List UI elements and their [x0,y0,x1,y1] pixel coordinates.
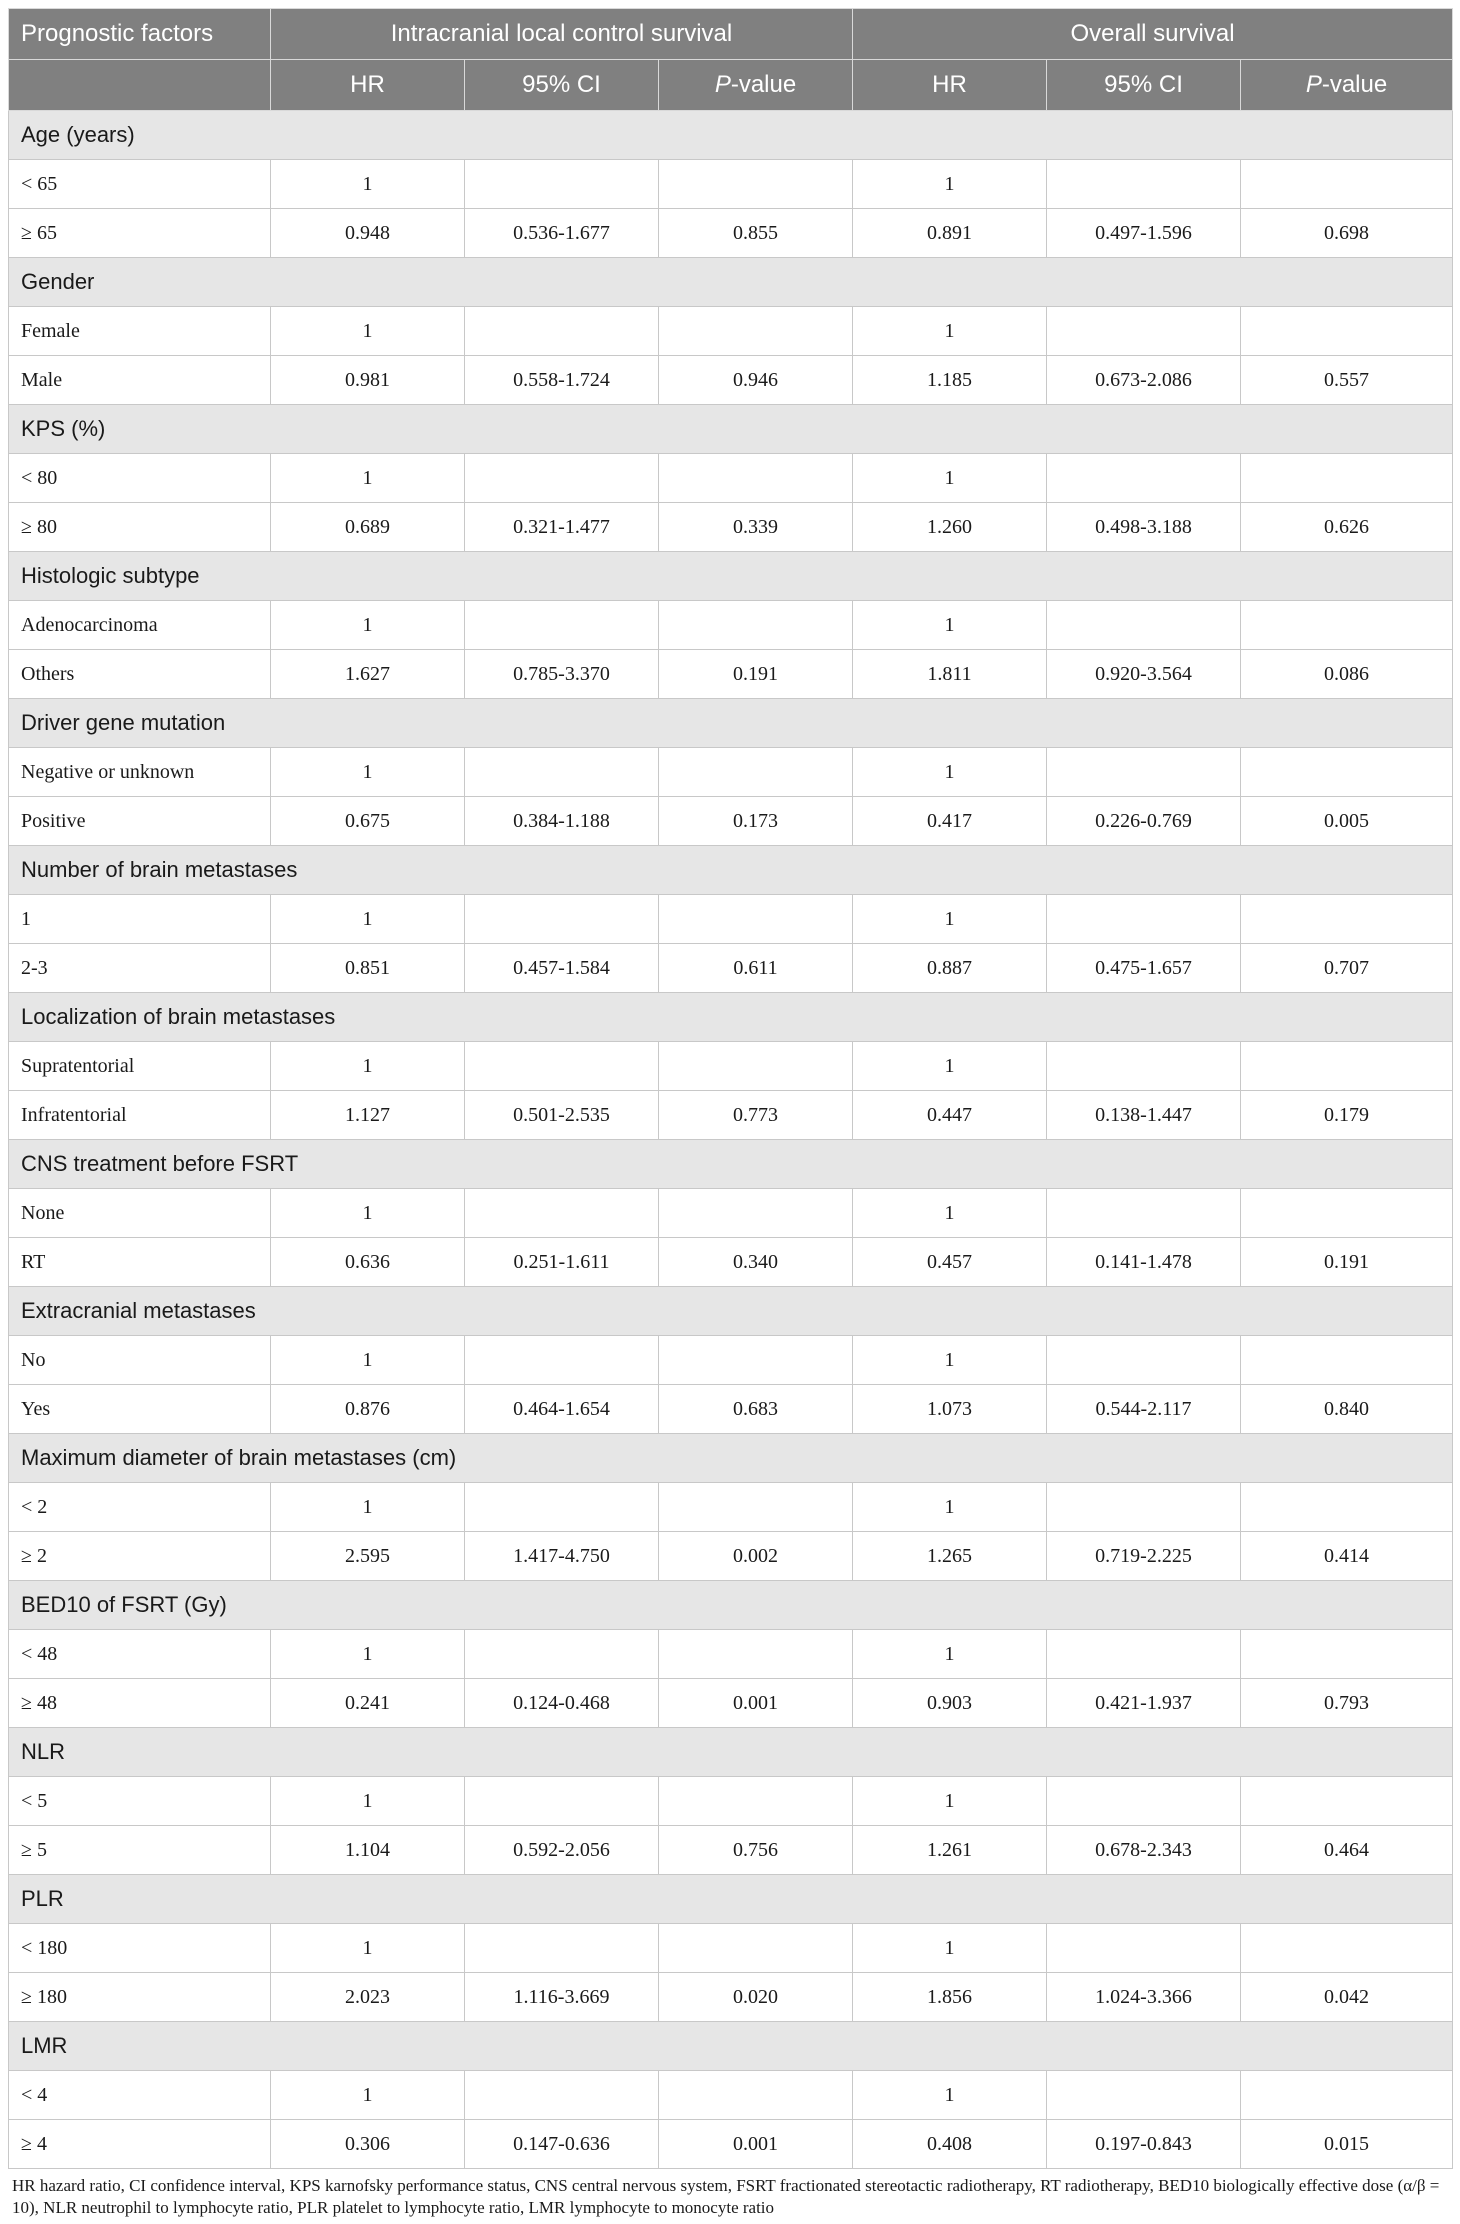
ci-overall-survival: 0.719-2.225 [1047,1532,1241,1581]
p-value-local-control [659,601,853,650]
section-title: Driver gene mutation [9,699,1453,748]
hr-local-control: 1 [271,1336,465,1385]
row-label: No [9,1336,271,1385]
ci-overall-survival: 1.024-3.366 [1047,1973,1241,2022]
section-header-row [9,1434,1453,1483]
ci-local-control [465,1924,659,1973]
row-label: Adenocarcinoma [9,601,271,650]
ci-local-control: 0.147-0.636 [465,2120,659,2169]
p-value-overall-survival [1241,1189,1453,1238]
ci-overall-survival [1047,1777,1241,1826]
ci-overall-survival [1047,748,1241,797]
p-value-overall-survival: 0.005 [1241,797,1453,846]
header-ci-1: 95% CI [465,60,659,111]
p-value-local-control [659,1336,853,1385]
header-p-rest: -value [1321,71,1388,98]
hr-overall-survival: 1 [853,1336,1047,1385]
header-p-rest: -value [730,71,797,98]
hr-local-control: 0.948 [271,209,465,258]
section-header-row [9,552,1453,601]
p-value-overall-survival: 0.015 [1241,2120,1453,2169]
header-overall-survival: Overall survival [853,9,1453,60]
table-row [9,1189,1453,1238]
row-label: None [9,1189,271,1238]
p-value-overall-survival: 0.191 [1241,1238,1453,1287]
hr-overall-survival: 1.856 [853,1973,1047,2022]
hr-local-control: 2.595 [271,1532,465,1581]
p-value-overall-survival: 0.557 [1241,356,1453,405]
header-hr-2: HR [853,60,1047,111]
hr-overall-survival: 1 [853,1189,1047,1238]
p-value-overall-survival [1241,2071,1453,2120]
ci-overall-survival [1047,895,1241,944]
section-header-row [9,111,1453,160]
section-header-row [9,405,1453,454]
ci-local-control: 0.592-2.056 [465,1826,659,1875]
hr-local-control: 1 [271,454,465,503]
table-row [9,1777,1453,1826]
p-value-overall-survival [1241,1336,1453,1385]
ci-local-control [465,1336,659,1385]
p-value-local-control: 0.002 [659,1532,853,1581]
p-value-local-control: 0.683 [659,1385,853,1434]
row-label: < 48 [9,1630,271,1679]
hr-overall-survival: 1 [853,895,1047,944]
row-label: < 180 [9,1924,271,1973]
header-row-2 [9,60,1453,111]
ci-overall-survival [1047,160,1241,209]
hr-overall-survival: 0.903 [853,1679,1047,1728]
p-value-overall-survival: 0.698 [1241,209,1453,258]
ci-local-control [465,895,659,944]
section-title: Number of brain metastases [9,846,1453,895]
ci-overall-survival: 0.141-1.478 [1047,1238,1241,1287]
row-label: Others [9,650,271,699]
p-value-local-control [659,1924,853,1973]
table-row [9,160,1453,209]
header-empty [9,60,271,111]
table-row [9,748,1453,797]
ci-overall-survival [1047,601,1241,650]
p-value-local-control: 0.020 [659,1973,853,2022]
hr-local-control: 1 [271,1924,465,1973]
ci-local-control [465,1777,659,1826]
table-row [9,1385,1453,1434]
hr-overall-survival: 1 [853,2071,1047,2120]
hr-overall-survival: 0.417 [853,797,1047,846]
table-row [9,1973,1453,2022]
ci-local-control: 0.464-1.654 [465,1385,659,1434]
table-row [9,1826,1453,1875]
ci-overall-survival: 0.421-1.937 [1047,1679,1241,1728]
table-row [9,209,1453,258]
ci-local-control [465,2071,659,2120]
ci-local-control [465,454,659,503]
ci-local-control: 0.384-1.188 [465,797,659,846]
ci-local-control: 1.417-4.750 [465,1532,659,1581]
table-row [9,1238,1453,1287]
p-value-overall-survival: 0.793 [1241,1679,1453,1728]
ci-overall-survival: 0.197-0.843 [1047,2120,1241,2169]
row-label: Negative or unknown [9,748,271,797]
p-value-overall-survival: 0.464 [1241,1826,1453,1875]
table-row [9,1532,1453,1581]
table-row [9,797,1453,846]
ci-local-control [465,748,659,797]
section-title: Extracranial metastases [9,1287,1453,1336]
row-label: ≥ 80 [9,503,271,552]
section-header-row [9,1581,1453,1630]
p-value-local-control [659,1777,853,1826]
ci-local-control: 0.785-3.370 [465,650,659,699]
hr-overall-survival: 1 [853,307,1047,356]
p-value-overall-survival: 0.086 [1241,650,1453,699]
table-row [9,1091,1453,1140]
p-value-local-control [659,2071,853,2120]
table-row [9,1924,1453,1973]
hr-local-control: 1 [271,1042,465,1091]
section-header-row [9,699,1453,748]
ci-local-control [465,601,659,650]
hr-local-control: 1 [271,895,465,944]
ci-overall-survival [1047,2071,1241,2120]
table-row [9,1483,1453,1532]
hr-local-control: 1.104 [271,1826,465,1875]
ci-overall-survival [1047,1924,1241,1973]
hr-local-control: 1 [271,1483,465,1532]
p-value-overall-survival [1241,1483,1453,1532]
hr-local-control: 0.675 [271,797,465,846]
p-value-overall-survival [1241,307,1453,356]
hr-local-control: 0.636 [271,1238,465,1287]
p-value-overall-survival [1241,454,1453,503]
ci-overall-survival: 0.138-1.447 [1047,1091,1241,1140]
hr-local-control: 0.689 [271,503,465,552]
ci-local-control: 0.501-2.535 [465,1091,659,1140]
hr-overall-survival: 1.811 [853,650,1047,699]
table-row [9,2120,1453,2169]
p-value-local-control [659,1189,853,1238]
p-value-local-control [659,1630,853,1679]
hr-local-control: 0.876 [271,1385,465,1434]
hr-overall-survival: 1 [853,1924,1047,1973]
p-value-overall-survival [1241,748,1453,797]
ci-local-control [465,1189,659,1238]
row-label: ≥ 180 [9,1973,271,2022]
hr-local-control: 1 [271,601,465,650]
p-value-overall-survival [1241,1630,1453,1679]
p-value-local-control: 0.946 [659,356,853,405]
p-value-overall-survival [1241,1042,1453,1091]
ci-local-control: 0.124-0.468 [465,1679,659,1728]
p-value-local-control [659,307,853,356]
ci-overall-survival [1047,1630,1241,1679]
section-title: BED10 of FSRT (Gy) [9,1581,1453,1630]
header-p-italic: P [714,71,731,98]
p-value-local-control [659,454,853,503]
hr-local-control: 0.981 [271,356,465,405]
p-value-overall-survival [1241,601,1453,650]
ci-local-control: 0.558-1.724 [465,356,659,405]
row-label: < 65 [9,160,271,209]
table-row [9,356,1453,405]
p-value-overall-survival: 0.707 [1241,944,1453,993]
section-title: CNS treatment before FSRT [9,1140,1453,1189]
hr-local-control: 1 [271,1630,465,1679]
table-row [9,1336,1453,1385]
table-row [9,1042,1453,1091]
p-value-overall-survival [1241,160,1453,209]
p-value-overall-survival: 0.414 [1241,1532,1453,1581]
row-label: Positive [9,797,271,846]
hr-overall-survival: 1 [853,160,1047,209]
hr-local-control: 1 [271,307,465,356]
p-value-local-control [659,748,853,797]
ci-local-control: 0.251-1.611 [465,1238,659,1287]
p-value-overall-survival [1241,895,1453,944]
header-p-2 [1241,60,1453,111]
row-label: < 5 [9,1777,271,1826]
table-row [9,895,1453,944]
section-title: Age (years) [9,111,1453,160]
ci-overall-survival [1047,307,1241,356]
section-header-row [9,993,1453,1042]
section-title: LMR [9,2022,1453,2071]
hr-local-control: 1 [271,160,465,209]
header-p-italic: P [1305,71,1322,98]
p-value-local-control [659,1042,853,1091]
table-row [9,307,1453,356]
row-label: ≥ 65 [9,209,271,258]
table-body [9,111,1453,2169]
hr-local-control: 1 [271,1189,465,1238]
p-value-local-control: 0.340 [659,1238,853,1287]
hr-local-control: 1.127 [271,1091,465,1140]
ci-overall-survival [1047,1483,1241,1532]
p-value-overall-survival: 0.179 [1241,1091,1453,1140]
row-label: < 80 [9,454,271,503]
hr-overall-survival: 1.185 [853,356,1047,405]
section-title: PLR [9,1875,1453,1924]
hr-overall-survival: 0.457 [853,1238,1047,1287]
section-header-row [9,846,1453,895]
table-container [8,8,1452,2219]
table-footnote: HR hazard ratio, CI confidence interval, KPS karnofsky performance status, CNS central nervous system, FSRT fractionated stereotactic radiotherapy, RT radiotherapy, BED10 biologically effective dose (α/β = 10), NLR neutrophil to lymphocyte ratio, PLR platelet to lymphocyte ratio, LMR lymphocyte to monocyte ratio [12,2176,1440,2217]
row-label: < 4 [9,2071,271,2120]
p-value-overall-survival [1241,1777,1453,1826]
section-title: KPS (%) [9,405,1453,454]
ci-overall-survival: 0.498-3.188 [1047,503,1241,552]
p-value-local-control: 0.173 [659,797,853,846]
hr-local-control: 1 [271,2071,465,2120]
hr-local-control: 1.627 [271,650,465,699]
p-value-local-control: 0.756 [659,1826,853,1875]
hr-overall-survival: 0.891 [853,209,1047,258]
hr-local-control: 1 [271,748,465,797]
table-row [9,503,1453,552]
hr-overall-survival: 1 [853,748,1047,797]
header-p-1 [659,60,853,111]
hr-overall-survival: 0.887 [853,944,1047,993]
row-label: 2-3 [9,944,271,993]
ci-overall-survival: 0.475-1.657 [1047,944,1241,993]
section-title: Maximum diameter of brain metastases (cm) [9,1434,1453,1483]
hr-local-control: 0.306 [271,2120,465,2169]
table-row [9,454,1453,503]
ci-local-control [465,160,659,209]
hr-overall-survival: 1 [853,1483,1047,1532]
ci-overall-survival: 0.920-3.564 [1047,650,1241,699]
header-prognostic-factors: Prognostic factors [9,9,271,60]
p-value-overall-survival: 0.840 [1241,1385,1453,1434]
ci-overall-survival [1047,1336,1241,1385]
hr-overall-survival: 1 [853,1630,1047,1679]
hr-overall-survival: 1.261 [853,1826,1047,1875]
ci-overall-survival: 0.544-2.117 [1047,1385,1241,1434]
p-value-local-control: 0.339 [659,503,853,552]
p-value-local-control [659,160,853,209]
row-label: Yes [9,1385,271,1434]
hr-local-control: 2.023 [271,1973,465,2022]
header-ci-2: 95% CI [1047,60,1241,111]
row-label: Female [9,307,271,356]
row-label: Supratentorial [9,1042,271,1091]
section-title: Gender [9,258,1453,307]
p-value-local-control [659,1483,853,1532]
hr-overall-survival: 1 [853,601,1047,650]
table-row [9,650,1453,699]
row-label: Male [9,356,271,405]
hr-local-control: 0.241 [271,1679,465,1728]
section-title: Histologic subtype [9,552,1453,601]
header-row-1 [9,9,1453,60]
row-label: ≥ 4 [9,2120,271,2169]
ci-local-control [465,307,659,356]
ci-local-control: 0.536-1.677 [465,209,659,258]
section-header-row [9,2022,1453,2071]
ci-overall-survival [1047,454,1241,503]
ci-overall-survival: 0.497-1.596 [1047,209,1241,258]
section-header-row [9,1140,1453,1189]
row-label: < 2 [9,1483,271,1532]
p-value-overall-survival [1241,1924,1453,1973]
hr-overall-survival: 1.265 [853,1532,1047,1581]
ci-overall-survival: 0.678-2.343 [1047,1826,1241,1875]
table-row [9,1679,1453,1728]
prognostic-factors-table [8,8,1453,2169]
table-row [9,944,1453,993]
ci-local-control: 1.116-3.669 [465,1973,659,2022]
ci-local-control: 0.321-1.477 [465,503,659,552]
hr-overall-survival: 1.260 [853,503,1047,552]
section-header-row [9,1875,1453,1924]
ci-overall-survival: 0.673-2.086 [1047,356,1241,405]
p-value-local-control: 0.611 [659,944,853,993]
p-value-overall-survival: 0.626 [1241,503,1453,552]
ci-local-control [465,1042,659,1091]
ci-local-control: 0.457-1.584 [465,944,659,993]
section-header-row [9,1287,1453,1336]
ci-local-control [465,1630,659,1679]
hr-local-control: 0.851 [271,944,465,993]
table-row [9,1630,1453,1679]
section-title: Localization of brain metastases [9,993,1453,1042]
hr-overall-survival: 1 [853,454,1047,503]
hr-local-control: 1 [271,1777,465,1826]
table-row [9,2071,1453,2120]
ci-overall-survival: 0.226-0.769 [1047,797,1241,846]
row-label: ≥ 2 [9,1532,271,1581]
row-label: RT [9,1238,271,1287]
ci-overall-survival [1047,1042,1241,1091]
p-value-overall-survival: 0.042 [1241,1973,1453,2022]
ci-overall-survival [1047,1189,1241,1238]
hr-overall-survival: 1 [853,1777,1047,1826]
p-value-local-control: 0.855 [659,209,853,258]
p-value-local-control: 0.001 [659,2120,853,2169]
header-hr-1: HR [271,60,465,111]
p-value-local-control [659,895,853,944]
header-intracranial-local-control: Intracranial local control survival [271,9,853,60]
row-label: ≥ 5 [9,1826,271,1875]
p-value-local-control: 0.001 [659,1679,853,1728]
section-title: NLR [9,1728,1453,1777]
row-label: Infratentorial [9,1091,271,1140]
p-value-local-control: 0.773 [659,1091,853,1140]
row-label: ≥ 48 [9,1679,271,1728]
hr-overall-survival: 0.408 [853,2120,1047,2169]
ci-local-control [465,1483,659,1532]
p-value-local-control: 0.191 [659,650,853,699]
section-header-row [9,1728,1453,1777]
hr-overall-survival: 1.073 [853,1385,1047,1434]
table-row [9,601,1453,650]
hr-overall-survival: 0.447 [853,1091,1047,1140]
row-label: 1 [9,895,271,944]
hr-overall-survival: 1 [853,1042,1047,1091]
section-header-row [9,258,1453,307]
